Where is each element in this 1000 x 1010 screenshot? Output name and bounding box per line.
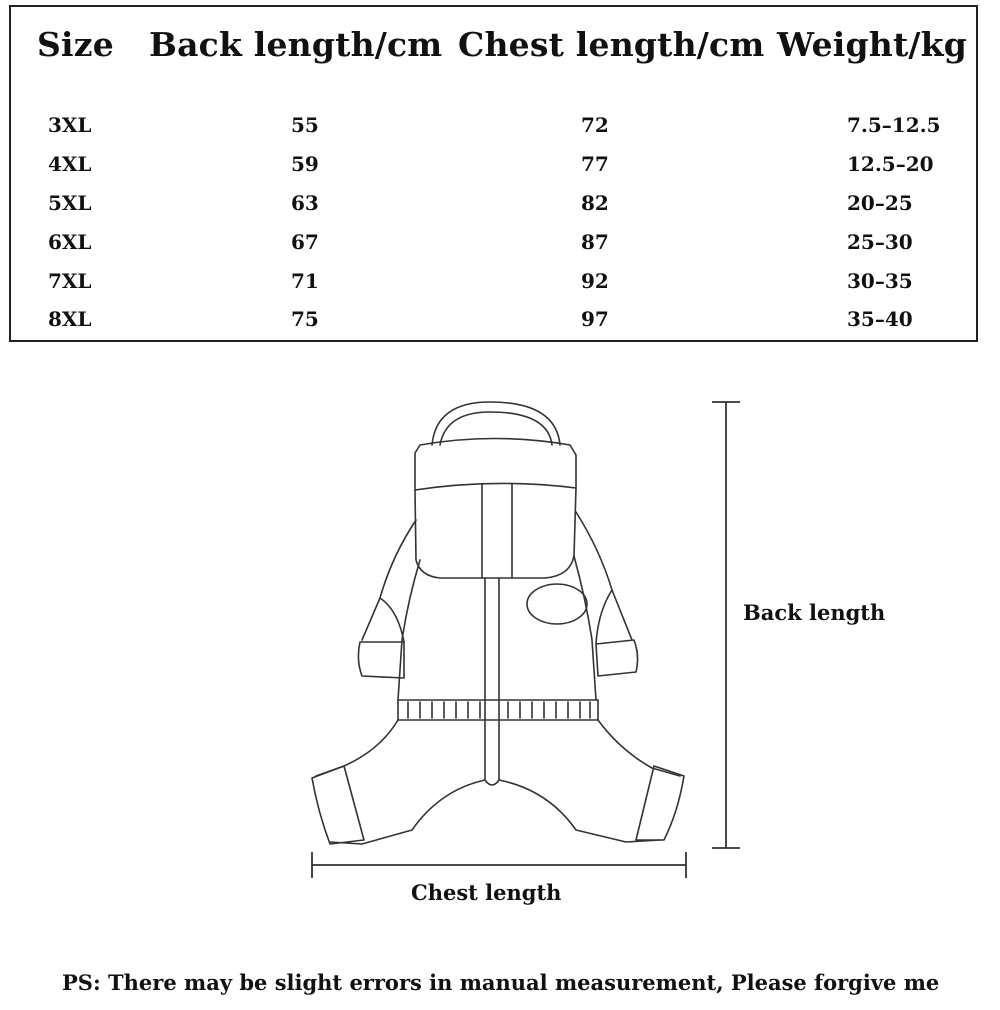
chest-length-cell: 92 xyxy=(581,269,609,293)
dog-jumpsuit-drawing xyxy=(300,395,700,845)
weight-cell: 20–25 xyxy=(847,191,913,215)
back-length-cell: 55 xyxy=(291,113,319,137)
size-cell: 8XL xyxy=(48,307,92,331)
back-length-cell: 63 xyxy=(291,191,319,215)
chest-length-cell: 87 xyxy=(581,230,609,254)
table-row xyxy=(11,269,976,299)
size-cell: 5XL xyxy=(48,191,92,215)
header-chest-length: Chest length/cm xyxy=(458,25,765,64)
back-length-label: Back length xyxy=(743,600,886,625)
chest-length-label: Chest length xyxy=(411,880,562,905)
back-length-cell: 67 xyxy=(291,230,319,254)
header-size: Size xyxy=(37,25,114,64)
table-row xyxy=(11,152,976,182)
measurement-note: PS: There may be slight errors in manual measurement, Please forgive me xyxy=(62,970,940,995)
header-weight: Weight/kg xyxy=(777,25,968,64)
weight-cell: 35–40 xyxy=(847,307,913,331)
table-row xyxy=(11,230,976,260)
chest-length-cell: 77 xyxy=(581,152,609,176)
back-length-cell: 71 xyxy=(291,269,319,293)
back-length-dimension-line xyxy=(705,398,745,852)
size-table xyxy=(9,5,978,342)
back-length-cell: 59 xyxy=(291,152,319,176)
size-cell: 4XL xyxy=(48,152,92,176)
weight-cell: 30–35 xyxy=(847,269,913,293)
chest-length-cell: 82 xyxy=(581,191,609,215)
size-cell: 7XL xyxy=(48,269,92,293)
size-cell: 3XL xyxy=(48,113,92,137)
table-row xyxy=(11,113,976,143)
table-row xyxy=(11,191,976,221)
weight-cell: 25–30 xyxy=(847,230,913,254)
weight-cell: 12.5–20 xyxy=(847,152,934,176)
back-length-cell: 75 xyxy=(291,307,319,331)
chest-length-cell: 97 xyxy=(581,307,609,331)
size-cell: 6XL xyxy=(48,230,92,254)
header-back-length: Back length/cm xyxy=(149,25,443,64)
chest-length-cell: 72 xyxy=(581,113,609,137)
weight-cell: 7.5–12.5 xyxy=(847,113,941,137)
table-row xyxy=(11,307,976,337)
